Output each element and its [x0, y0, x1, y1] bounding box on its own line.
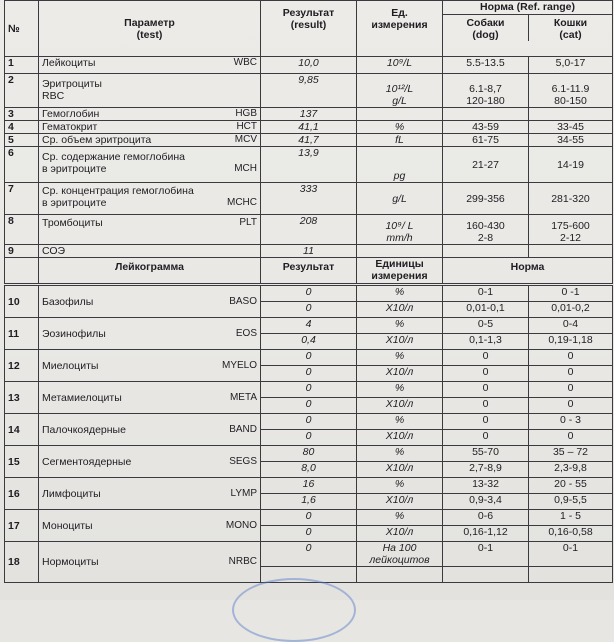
- table-row: 7 Ср. концентрация гемоглобина в эритроците MCHC 333 g/L 299-356 281-320: [5, 183, 613, 215]
- leukogram-row-abs: 8,0 X10/л 2,7-8,9 2,3-9,8: [5, 462, 613, 478]
- leukogram-row: 10 Базофилы BASO 0 % 0-1 0 -1: [5, 286, 613, 302]
- param-name: Эритроциты RBC: [39, 74, 261, 108]
- leukogram-row-abs: 0,4 X10/л 0,1-1,3 0,19-1,18: [5, 334, 613, 350]
- header-norm: Норма (Ref. range) Собаки (dog) Кошки (cat): [443, 1, 613, 57]
- clinic-stamp: [232, 578, 356, 642]
- result-value: 9,85: [261, 74, 357, 108]
- header-cat: Кошки (cat): [553, 17, 588, 41]
- leuko-param: Палочкоядерные BAND: [39, 414, 261, 446]
- param-name: Лейкоциты WBC: [39, 57, 261, 74]
- leuko-param: Сегментоядерные SEGS: [39, 446, 261, 478]
- leukogram-row: 12 Миелоциты MYELO 0 % 0 0: [5, 350, 613, 366]
- table-row: 9 СОЭ 11: [5, 245, 613, 258]
- leukogram-table: [4, 285, 613, 583]
- leuko-param: Метамиелоциты META: [39, 382, 261, 414]
- table-row: 8 Тромбоциты PLT 208 10⁹/ L mm/h 160-430 2-8 175-600 2-12: [5, 215, 613, 245]
- table-header-row: [5, 1, 613, 57]
- leukogram-row-abs: 0 X10/л 0,01-0,1 0,01-0,2: [5, 302, 613, 318]
- leuko-param: Лимфоциты LYMP: [39, 478, 261, 510]
- leukogram-row-abs: 0 X10/л 0,16-1,12 0,16-0,58: [5, 526, 613, 542]
- table-row: 4 Гематокрит HCT 41,1 % 43-59 33-45: [5, 121, 613, 134]
- leukogram-row: 17 Моноциты MONO 0 % 0-6 1 - 5: [5, 510, 613, 526]
- leuko-param: Базофилы BASO: [39, 286, 261, 318]
- leukogram-row-abs: 1,6 X10/л 0,9-3,4 0,9-5,5: [5, 494, 613, 510]
- table-row: 5 Ср. объем эритроцита MCV 41,7 fL 61-75 34-55: [5, 134, 613, 147]
- leukogram-row: 16 Лимфоциты LYMP 16 % 13-32 20 - 55: [5, 478, 613, 494]
- leukogram-row: 15 Сегментоядерные SEGS 80 % 55-70 35 – 72: [5, 446, 613, 462]
- table-row: 2 Эритроциты RBC 9,85 10¹²/L g/L 6.1-8,7 120-180 6.1-11.9 80-150: [5, 74, 613, 108]
- header-parameter: Параметр (test): [39, 1, 261, 57]
- leukogram-row: 11 Эозинофилы EOS 4 % 0-5 0-4: [5, 318, 613, 334]
- leukogram-row: 18 Нормоциты NRBC 0 На 100 лейкоцитов 0-1 0-1: [5, 542, 613, 567]
- leukogram-title: Лейкограмма: [39, 258, 261, 284]
- leuko-param: Моноциты MONO: [39, 510, 261, 542]
- header-unit: Ед. измерения: [357, 1, 443, 57]
- leukogram-row-abs: 0 X10/л 0 0: [5, 430, 613, 446]
- leukogram-row: 13 Метамиелоциты META 0 % 0 0: [5, 382, 613, 398]
- leukogram-row-abs: 0 X10/л 0 0: [5, 366, 613, 382]
- header-num: №: [5, 1, 39, 57]
- leukogram-header-row: Лейкограмма Результат Единицы измерения Норма: [5, 258, 613, 284]
- leukogram-row: 14 Палочкоядерные BAND 0 % 0 0 - 3: [5, 414, 613, 430]
- header-dog: Собаки (dog): [443, 15, 529, 41]
- result-value: 10,0: [261, 57, 357, 74]
- leuko-param: Эозинофилы EOS: [39, 318, 261, 350]
- lab-results-table: [4, 0, 613, 284]
- table-row: 3 Гемоглобин HGB 137: [5, 108, 613, 121]
- table-row: 1 Лейкоциты WBC 10,0 10⁹/L 5.5-13.5 5,0-17: [5, 57, 613, 74]
- leuko-param: Нормоциты NRBC: [39, 542, 261, 583]
- leukogram-row-abs: 0 X10/л 0 0: [5, 398, 613, 414]
- header-result: Результат (result): [261, 1, 357, 57]
- table-row: 6 Ср. содержание гемоглобина в эритроците MCH 13,9 pg 21-27 14-19: [5, 147, 613, 183]
- leuko-param: Миелоциты MYELO: [39, 350, 261, 382]
